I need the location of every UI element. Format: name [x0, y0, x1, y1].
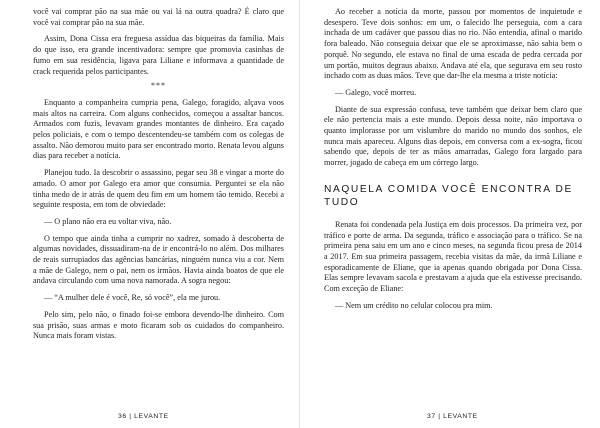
page-folio: 36 | LEVANTE: [118, 413, 169, 420]
paragraph: Planejou tudo. Ia descobrir o assassino, pegar seu 38 e vingar a morte do amado. O amor por Galego era amor que consumia. Perguntei se ela não tinha medo de ir atrás de quem deu fim em um homem tão temido. Recebi a seguinte resposta, em tom de obviedade:: [33, 168, 284, 210]
right-page: [300, 0, 600, 428]
paragraph: Renata foi condenada pela Justiça em dois processos. Da primeira vez, por tráfico e porte de arma. Da segunda, tráfico e associação para o tráfico. Se na primeira pena saiu em um ano e cinco meses, na segunda ficou presa de 2014 a 2017. Em sua primeira passagem, recebia visitas da mãe, da irmã Liliane e esporadicamente de Eliane, que ia apenas quando obrigada por Dona Cissa. Elas sempre levavam sacola e prestavam a ajuda que ela estivesse precisando. Com exceção de Eliane:: [324, 219, 582, 294]
paragraph: O tempo que ainda tinha a cumprir no xadrez, somado à descoberta de algumas novidades, dissuadiram-na de ir encontrá-lo no além. Dos milhares de reais surrupiados das agências bancárias, ninguém nunca viu a cor. Nem a mãe de Galego, nem o pai, nem os irmãos. Havia ainda boatos de que ele andava circulando com uma nova namorada. A sogra negou:: [33, 233, 284, 286]
paragraph: Enquanto a companheira cumpria pena, Galego, foragido, alçava voos mais altos na carreira. Com alguns conhecidos, começou a assaltar bancos. Armados com fuzis, levavam grandes montantes de dinheiro. Era caçado pelos policiais, e com o tempo descentendeu-se também com os colegas de assalto. Não demorou muito para ser encontrado morto. Renata levou alguns dias para receber a notícia.: [33, 97, 284, 161]
paragraph: Ao receber a notícia da morte, passou por momentos de inquietude e desespero. Teve dois sonhos: em um, o falecido lhe perseguia, com a cara inchada de um cadáver que passou dias no rio. Não entendia, afinal o marido fora baleado. Não conseguia deixar que ele se aproximasse, não sabia bem o porquê. No segundo, ele estava no final de uma escada de pedra cercada por um portão, muitos degraus abaixo. Andava até ela, que segurava em seu rosto inchado com as duas mãos. Teve que dar-lhe ela mesma a triste notícia:: [324, 7, 582, 81]
dialog-line: — Nem um crédito no celular colocou pra mim.: [335, 300, 493, 310]
dialog-line: — “A mulher dele é você, Re, só você”, ela me jurou.: [44, 293, 221, 303]
paragraph: Pelo sim, pelo não, o finado foi-se embora devendo-lhe dinheiro. Com sua prisão, suas armas e moto ficaram sob os cuidados do companheiro. Nunca mais foram vistas.: [33, 309, 284, 341]
section-title: NAQUELA COMIDA VOCÊ ENCONTRA DE TUDO: [324, 183, 573, 208]
dialog-line: — Galego, você morreu.: [335, 87, 417, 97]
paragraph: você vai comprar pão na sua mãe ou vai lá na outra quadra? É claro que você vai comprar pão na sua mãe.: [33, 7, 284, 27]
paragraph: Diante de sua expressão confusa, teve também que deixar bem claro que ele não pertencia mais a este mundo. Depois dessa noite, não importava o quanto implorasse por um vislumbre do marido no mundo dos sonhos, ele nunca mais apareceu. Alguns dias depois, em conversa com a ex-sogra, ficou sabendo que, depois de ter as mãos amarradas, Galego fora largado para morrer, jogado de cabeça em um córrego largo.: [324, 104, 582, 168]
page-folio: 37 | LEVANTE: [427, 413, 478, 420]
section-break: ***: [151, 81, 166, 91]
dialog-line: — O plano não era eu voltar viva, não.: [44, 216, 172, 226]
paragraph: Assim, Dona Cissa era freguesa assídua das biqueiras da família. Mais do que isso, era grande incentivadora: sempre que promovia casinhas de fumo em sua residência, ligava para Liliane e informava a quantidade de crack requerida pelos participantes.: [33, 34, 284, 76]
